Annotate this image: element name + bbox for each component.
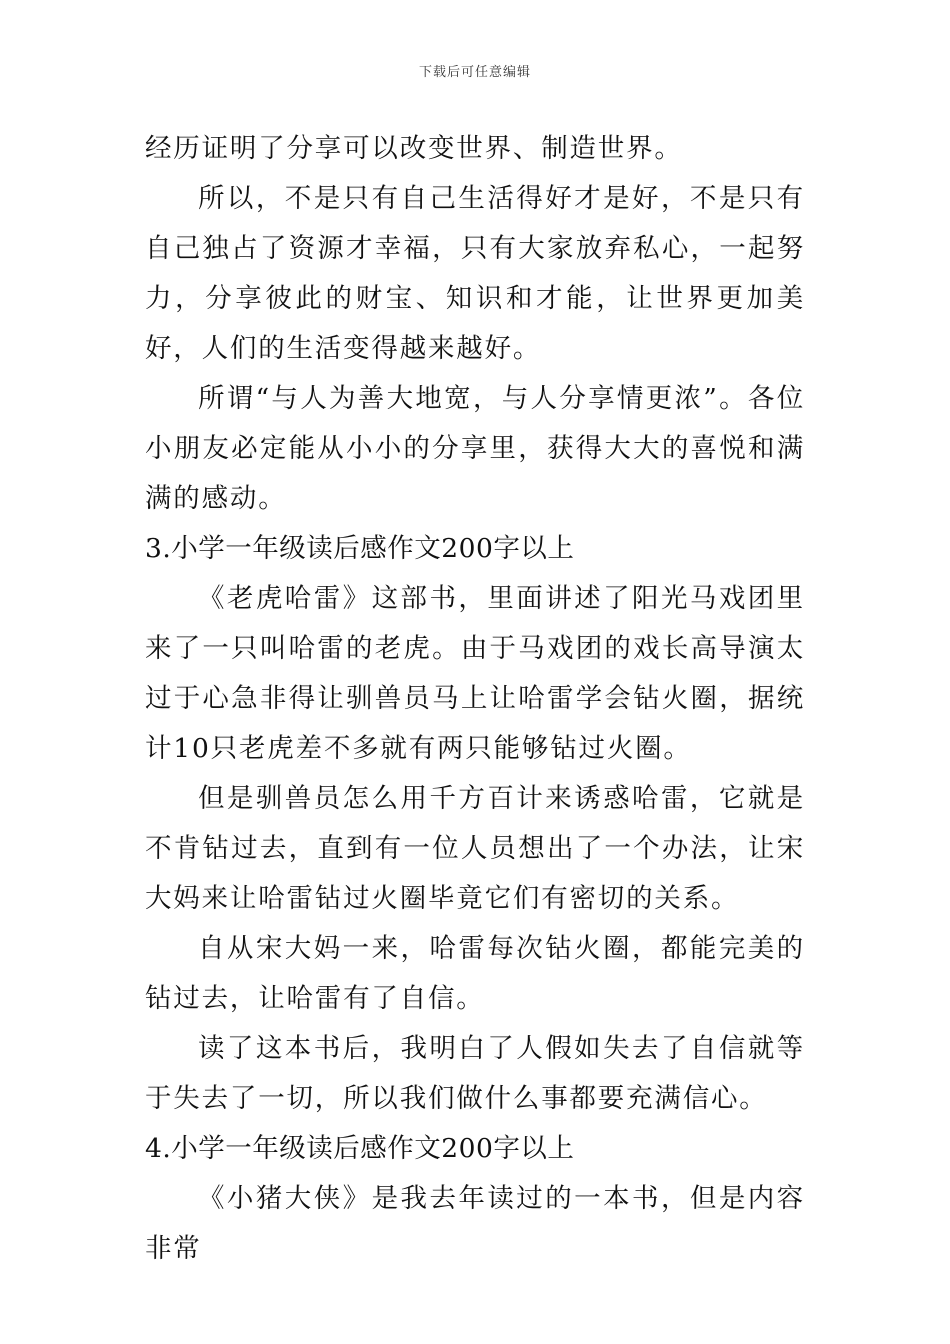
paragraph-7: 读了这本书后，我明白了人假如失去了自信就等于失去了一切，所以我们做什么事都要充满信心。: [145, 1033, 805, 1114]
paragraph-5: 但是驯兽员怎么用千方百计来诱惑哈雷，它就是不肯钻过去，直到有一位人员想出了一个办法，让宋大妈来让哈雷钻过火圈毕竟它们有密切的关系。: [145, 783, 805, 914]
section-heading-3: 3.小学一年级读后感作文200字以上: [145, 533, 575, 564]
document-body: [145, 124, 805, 1274]
paragraph-6: 自从宋大妈一来，哈雷每次钻火圈，都能完美的钻过去，让哈雷有了自信。: [145, 933, 805, 1014]
paragraph-3: 所谓“与人为善大地宽，与人分享情更浓”。各位小朋友必定能从小小的分享里，获得大大的喜悦和满满的感动。: [145, 383, 805, 514]
paragraph-2: 所以，不是只有自己生活得好才是好，不是只有自己独占了资源才幸福，只有大家放弃私心，一起努力，分享彼此的财宝、知识和才能，让世界更加美好，人们的生活变得越来越好。: [145, 183, 805, 364]
page-header: 下载后可任意编辑: [418, 65, 531, 80]
paragraph-4: 《老虎哈雷》这部书，里面讲述了阳光马戏团里来了一只叫哈雷的老虎。由于马戏团的戏长高导演太过于心急非得让驯兽员马上让哈雷学会钻火圈，据统计10只老虎差不多就有两只能够钻过火圈。: [145, 583, 805, 764]
paragraph-1: 经历证明了分享可以改变世界、制造世界。: [145, 133, 683, 164]
paragraph-8: 《小猪大侠》是我去年读过的一本书，但是内容非常: [145, 1183, 805, 1264]
section-heading-4: 4.小学一年级读后感作文200字以上: [145, 1133, 575, 1164]
